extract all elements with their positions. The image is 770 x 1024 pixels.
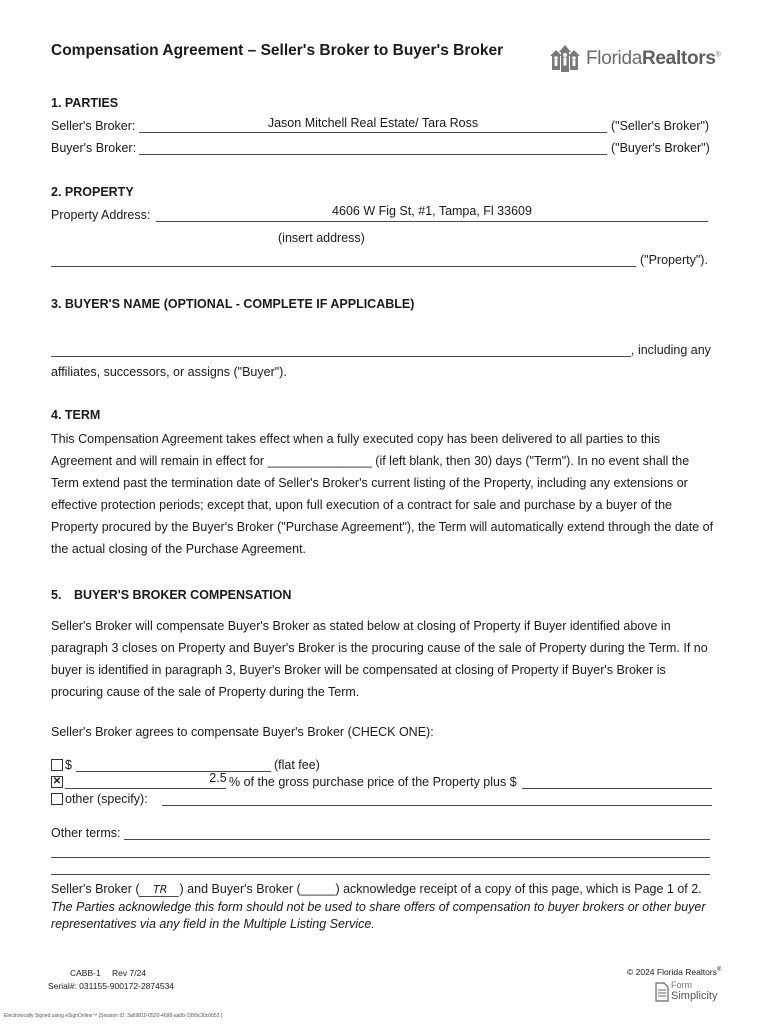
buyer-broker-suffix: ("Buyer's Broker") xyxy=(611,141,710,155)
flat-fee-suffix: (flat fee) xyxy=(274,758,320,772)
compensation-line: paragraph 3 closes on Property and Buyer's Broker is the procuring cause of the sale of Property during the Term. If no xyxy=(51,641,708,655)
property-address-line2[interactable] xyxy=(51,266,636,267)
buyer-broker-label: Buyer's Broker: xyxy=(51,141,137,155)
mls-notice-line1: The Parties acknowledge this form should not be used to share offers of compensation to buyer brokers or other buyer xyxy=(51,900,706,914)
buyer-name-suffix: , including any xyxy=(631,343,711,357)
ack-buyer-part: ) and Buyer's Broker (_____) acknowledge receipt of a copy of this page, which is Page 1 of 2. xyxy=(179,882,702,896)
compensation-heading-number: 5. xyxy=(51,588,62,602)
plus-dollar-field[interactable] xyxy=(522,788,712,789)
houses-logo-icon xyxy=(548,42,582,76)
compensation-line: Seller's Broker will compensate Buyer's Broker as stated below at closing of Property if Buyer identified above in xyxy=(51,619,671,633)
property-address-field-line xyxy=(156,221,708,222)
seller-broker-suffix: ("Seller's Broker") xyxy=(611,119,710,133)
property-heading: 2. PROPERTY xyxy=(51,185,134,199)
buyer-name-heading: 3. BUYER'S NAME (OPTIONAL - COMPLETE IF APPLICABLE) xyxy=(51,297,415,311)
agree-line: Seller's Broker agrees to compensate Buyer's Broker (CHECK ONE): xyxy=(51,725,434,739)
form-simplicity-logo xyxy=(655,980,725,1006)
seller-initials[interactable]: TR xyxy=(138,883,181,897)
other-specify-field[interactable] xyxy=(162,805,712,806)
mls-notice-line2: representatives via any field in the Multiple Listing Service. xyxy=(51,917,375,931)
term-line: Property procured by the Buyer's Broker ("Purchase Agreement"), the Term will automatically extend through the date of xyxy=(51,520,714,534)
other-terms-field[interactable] xyxy=(124,839,710,840)
insert-address-note: (insert address) xyxy=(278,231,365,245)
flat-fee-dollar: $ xyxy=(65,758,72,772)
compensation-heading: BUYER'S BROKER COMPENSATION xyxy=(74,588,292,602)
copyright-registered-mark: ® xyxy=(716,967,722,974)
brand-form-text: Form xyxy=(671,980,692,990)
serial-number: Serial#: 031155-900172-2874534 xyxy=(48,981,175,991)
property-address-label: Property Address: xyxy=(51,208,151,222)
other-terms-line2[interactable] xyxy=(51,857,710,858)
brand-simplicity-text: Simplicity xyxy=(671,990,718,1002)
logo-registered-mark: ® xyxy=(715,51,721,59)
document-title: Compensation Agreement – Seller's Broker to Buyer's Broker xyxy=(51,42,504,59)
term-line: Agreement and will remain in effect for _______________ (if left blank, then 30) days ("Term"). In no event shall the xyxy=(51,454,690,468)
buyer-broker-field-line xyxy=(139,154,607,155)
percent-checkbox[interactable]: ✕ xyxy=(52,776,62,787)
buyer-name-line2: affiliates, successors, or assigns ("Buyer"). xyxy=(51,365,287,379)
property-address-field[interactable]: 4606 W Fig St, #1, Tampa, Fl 33609 xyxy=(332,204,532,218)
logo-text-florida: Florida xyxy=(586,48,642,69)
percent-suffix: % of the gross purchase price of the Property plus $ xyxy=(229,775,517,789)
term-line: the actual closing of the Purchase Agreement. xyxy=(51,542,307,556)
buyer-name-field-line xyxy=(51,356,631,357)
term-line: This Compensation Agreement takes effect when a fully executed copy has been delivered to all parties to this xyxy=(51,432,661,446)
term-line: effective protection periods; except that, upon full execution of a contract for sale and purchase by a buyer of the xyxy=(51,498,672,512)
form-id: CABB-1 xyxy=(70,968,101,978)
seller-broker-label: Seller's Broker: xyxy=(51,119,136,133)
percent-field-line xyxy=(65,788,226,789)
esign-session-note: Electronically Signed using eSignOnline™ [Session ID: 3a69810-0520-4698-aa0b-1999c30c0b52 ] xyxy=(4,1013,223,1019)
other-terms-label: Other terms: xyxy=(51,826,121,840)
copyright xyxy=(627,967,721,977)
compensation-line: procuring cause of the sale of Property during the Term. xyxy=(51,685,360,699)
form-revision: Rev 7/24 xyxy=(112,968,147,978)
acknowledgement-line xyxy=(51,882,702,897)
seller-broker-field-line xyxy=(139,132,607,133)
other-specify-label: other (specify): xyxy=(65,792,148,806)
other-terms-line3[interactable] xyxy=(51,874,710,875)
flat-fee-checkbox[interactable] xyxy=(51,759,63,771)
document-icon xyxy=(655,982,669,1002)
other-checkbox[interactable] xyxy=(51,793,63,805)
property-suffix: ("Property"). xyxy=(640,253,708,267)
logo-text-realtors: Realtors xyxy=(641,48,716,69)
copyright-text: © 2024 Florida Realtors xyxy=(627,967,717,977)
term-line: Term extend past the termination date of Seller's Broker's current listing of the Property, including any extensions or xyxy=(51,476,688,490)
compensation-line: buyer is identified in paragraph 3, Buyer's Broker will be compensated at closing of Property if Buyer's Broker is xyxy=(51,663,666,677)
seller-broker-field[interactable]: Jason Mitchell Real Estate/ Tara Ross xyxy=(267,116,479,130)
term-heading: 4. TERM xyxy=(51,408,101,422)
parties-heading: 1. PARTIES xyxy=(51,96,119,110)
percent-field[interactable]: 2.5 xyxy=(209,771,227,785)
ack-seller-part: Seller's Broker ( xyxy=(51,882,140,896)
